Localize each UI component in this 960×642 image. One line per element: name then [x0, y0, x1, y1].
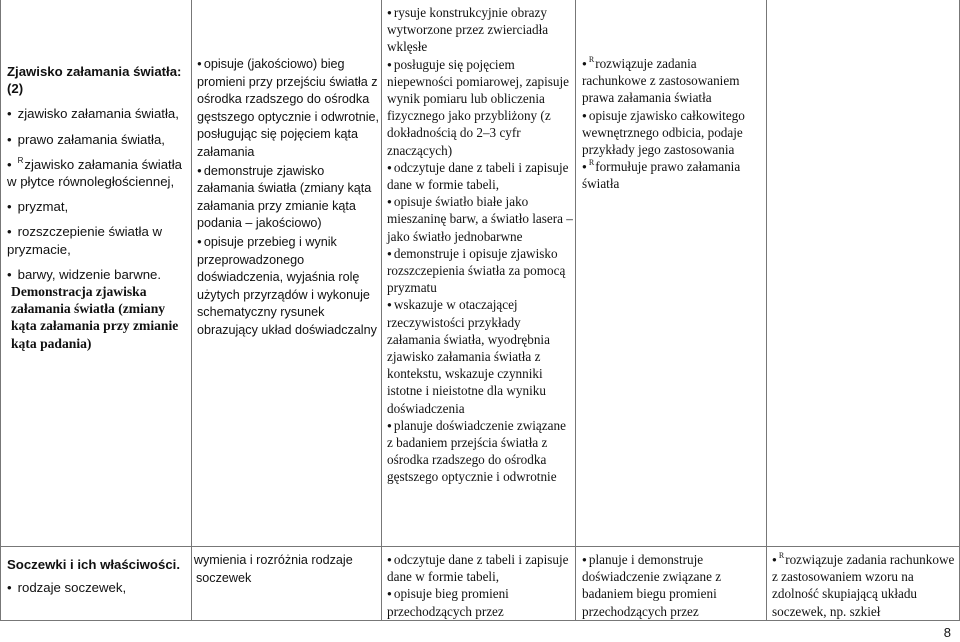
requirement-item: ● opisuje światło białe jako mieszaninę barw, a światło lasera – jako światło jednobarwne	[387, 193, 573, 245]
topic-item: • zjawisko załamania światła,	[7, 105, 189, 122]
demonstration-text: Demonstracja zjawiska załamania światła (zmiany kąta załamania przy zmianie kąta padania)	[11, 284, 179, 351]
column-divider-1	[191, 0, 192, 620]
col4-row2-cell	[582, 551, 764, 620]
table-border-bottom	[0, 620, 960, 621]
requirement-item: ● opisuje bieg promieni przechodzących przez	[387, 585, 573, 619]
requirement-item: ● $^R$formułuje prawo załamania światła	[582, 158, 764, 192]
requirement-item: ● $^R$rozwiązuje zadania rachunkowe z zastosowaniem wzoru na zdolność skupiającą układu soczewek, np. szkieł	[772, 551, 957, 620]
column-divider-4	[766, 0, 767, 620]
topic-item: • barwy, widzenie barwne.	[7, 266, 189, 283]
col1-topic-cell	[7, 63, 189, 352]
requirement-item: ● odczytuje dane z tabeli i zapisuje dane w formie tabeli,	[387, 551, 573, 585]
col2-requirements-cell	[197, 55, 379, 340]
col3-requirements-cell	[387, 4, 573, 486]
requirement-item: ● odczytuje dane z tabeli i zapisuje dane w formie tabeli,	[387, 159, 573, 193]
requirement-item: ● posługuje się pojęciem niepewności pomiarowej, zapisuje wynik pomiaru lub obliczenia fizycznego jako przybliżony (z dokładnością do 2–3 cyfr znaczących)	[387, 56, 573, 159]
table-border-left	[0, 0, 1, 620]
r-marker: R	[778, 551, 785, 560]
col2-row2-cell	[192, 551, 380, 587]
requirement-item: ● planuje doświadczenie związane z badaniem przejścia światła z ośrodka rzadszego do ośrodka gęstszego optycznie i odwrotnie	[387, 417, 573, 486]
requirement-item: ● opisuje zjawisko całkowitego wewnętrznego odbicia, podaje przykłady jego zastosowania	[582, 107, 764, 159]
column-divider-3	[575, 0, 576, 620]
column-divider-2	[381, 0, 382, 620]
topic-item: • prawo załamania światła,	[7, 131, 189, 148]
r-marker: R	[588, 158, 595, 168]
topic-item: • pryzmat,	[7, 198, 189, 215]
col1-row2-cell	[7, 556, 189, 596]
col4-requirements-cell	[582, 55, 764, 193]
topic-heading: Zjawisko załamania światła: (2)	[7, 64, 182, 97]
requirement-item: ● wymienia i rozróżnia rodzaje soczewek	[192, 551, 380, 587]
requirement-item: ● planuje i demonstruje doświadczenie związane z badaniem biegu promieni przechodzących przez	[582, 551, 764, 620]
topic-item: • $^R$zjawisko załamania światła w płytce równoległościennej,	[7, 156, 189, 190]
topic-heading-2: Soczewki i ich właściwości.	[7, 557, 180, 572]
row-divider	[0, 546, 960, 547]
requirement-item: ● $^R$rozwiązuje zadania rachunkowe z zastosowaniem prawa załamania światła	[582, 55, 764, 107]
requirement-item: ● rysuje konstrukcyjnie obrazy wytworzone przez zwierciadła wklęsłe	[387, 4, 573, 56]
topic-item: • rodzaje soczewek,	[7, 579, 189, 596]
col3-row2-cell	[387, 551, 573, 620]
requirement-item: ● opisuje przebieg i wynik przeprowadzonego doświadczenia, wyjaśnia rolę użytych przyrządów i wykonuje schematyczny rysunek obrazujący układ doświadczalny	[197, 233, 379, 340]
page-number: 8	[943, 625, 951, 640]
requirement-item: ● demonstruje zjawisko załamania światła (zmiany kąta załamania przy zmianie kąta podania – jakościowo)	[197, 162, 379, 233]
requirement-item: ● wskazuje w otaczającej rzeczywistości przykłady załamania światła, wyodrębnia zjawisko załamania światła z kontekstu, wskazuje czynniki istotne i nieistotne dla wyniku doświadczenia	[387, 296, 573, 416]
requirement-item: ● opisuje (jakościowo) bieg promieni przy przejściu światła z ośrodka rzadszego do ośrodka gęstszego optycznie i odwrotnie, posługując się pojęciem kąta załamania	[197, 55, 379, 162]
requirement-item: ● demonstruje i opisuje zjawisko rozszczepienia światła za pomocą pryzmatu	[387, 245, 573, 297]
r-marker: R	[17, 155, 24, 165]
r-marker: R	[588, 55, 595, 64]
topic-item: • rozszczepienie światła w pryzmacie,	[7, 223, 189, 257]
col5-row2-cell	[772, 551, 957, 620]
